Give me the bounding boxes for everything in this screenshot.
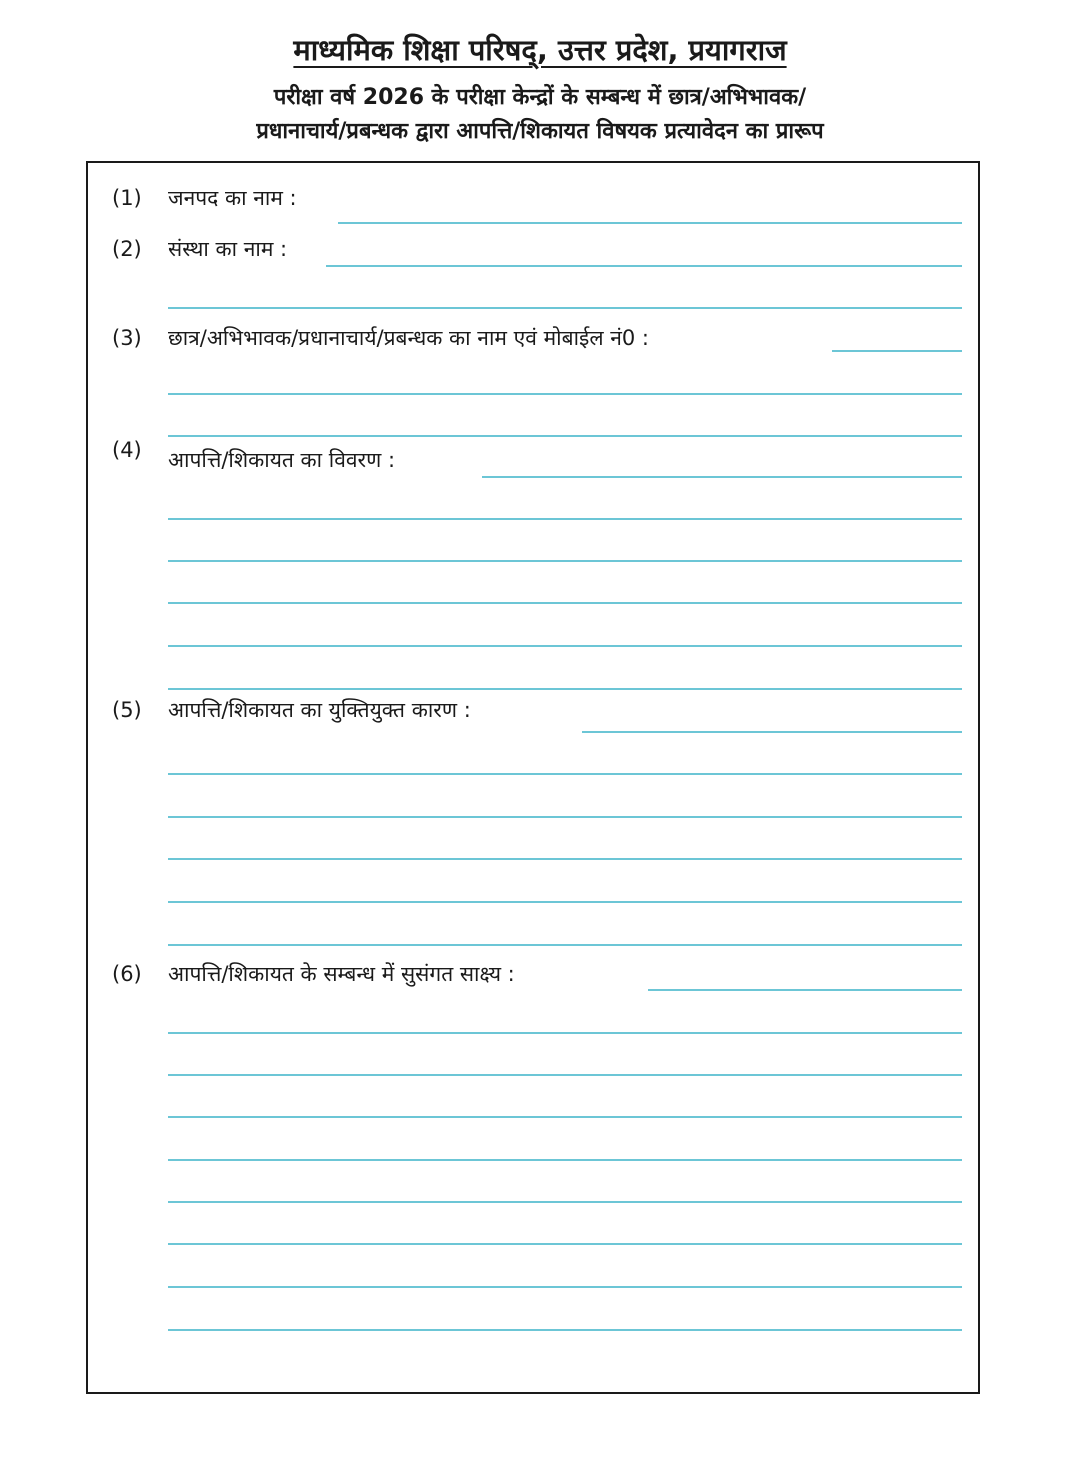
evidence-line-7[interactable] [168,1243,962,1245]
evidence-line-5[interactable] [168,1159,962,1161]
evidence-line-2[interactable] [168,1032,962,1034]
complaint-details-line-6[interactable] [168,688,962,690]
institution-name-line-2[interactable] [168,307,962,309]
complaint-details-line-5[interactable] [168,645,962,647]
complaint-reason-line-2[interactable] [168,773,962,775]
field-1-number: (1) [112,186,142,210]
evidence-line-6[interactable] [168,1201,962,1203]
district-name-line[interactable] [338,222,962,224]
field-4-number: (4) [112,438,142,462]
name-mobile-line-3[interactable] [168,435,962,437]
evidence-line-4[interactable] [168,1116,962,1118]
complaint-reason-line-3[interactable] [168,816,962,818]
evidence-line[interactable] [648,989,962,991]
complaint-reason-line-5[interactable] [168,901,962,903]
evidence-line-9[interactable] [168,1329,962,1331]
complaint-details-line[interactable] [482,476,962,478]
field-5-label: आपत्ति/शिकायत का युक्तियुक्त कारण : [168,698,471,722]
complaint-details-line-4[interactable] [168,602,962,604]
institution-name-line[interactable] [326,265,962,267]
evidence-line-3[interactable] [168,1074,962,1076]
field-3-label: छात्र/अभिभावक/प्रधानाचार्य/प्रबन्धक का नाम एवं मोबाईल नं0 : [168,326,650,350]
field-6-label: आपत्ति/शिकायत के सम्बन्ध में सुसंगत साक्ष्य : [168,962,515,986]
form-subtitle-line1: परीक्षा वर्ष 2026 के परीक्षा केन्द्रों के सम्बन्ध में छात्र/अभिभावक/ [273,85,807,110]
field-1-label: जनपद का नाम : [168,186,297,210]
complaint-reason-line-4[interactable] [168,858,962,860]
complaint-reason-line[interactable] [582,731,962,733]
field-2-label: संस्था का नाम : [168,237,288,261]
form-subtitle-line2: प्रधानाचार्य/प्रबन्धक द्वारा आपत्ति/शिकायत विषयक प्रत्यावेदन का प्रारूप [256,119,824,144]
name-mobile-line-2[interactable] [168,393,962,395]
complaint-details-line-2[interactable] [168,518,962,520]
field-6-number: (6) [112,962,142,986]
evidence-line-8[interactable] [168,1286,962,1288]
field-4-label: आपत्ति/शिकायत का विवरण : [168,448,396,472]
name-mobile-line[interactable] [832,350,962,352]
field-2-number: (2) [112,237,142,261]
field-5-number: (5) [112,698,142,722]
page-title [0,30,1080,70]
field-3-number: (3) [112,326,142,350]
complaint-details-line-3[interactable] [168,560,962,562]
page-title-text: माध्यमिक शिक्षा परिषद्, उत्तर प्रदेश, प्रयागराज [293,33,787,67]
complaint-reason-line-6[interactable] [168,944,962,946]
